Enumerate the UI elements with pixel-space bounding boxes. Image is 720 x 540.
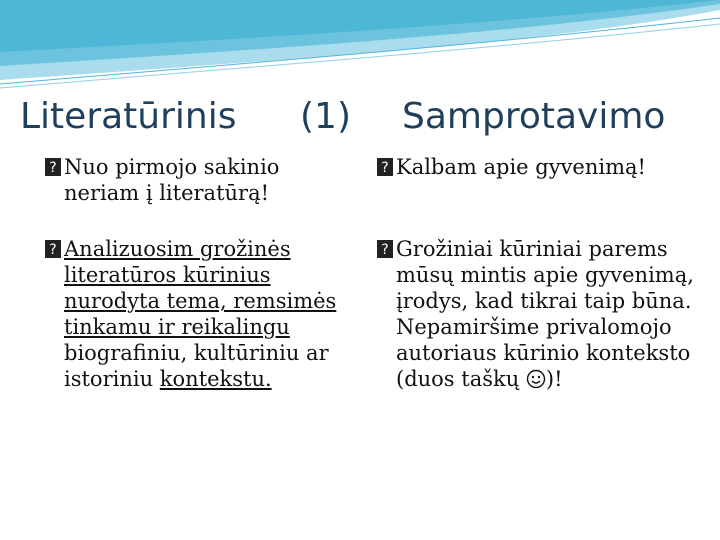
svg-text:?: ? <box>381 160 389 176</box>
svg-text:?: ? <box>381 242 389 258</box>
svg-text:?: ? <box>49 160 57 176</box>
left-item-2-underlined-end: kontekstu. <box>159 367 272 391</box>
right-item-1-text: Kalbam apie gyvenimą! <box>396 155 646 179</box>
heading-number: (1) <box>300 96 351 137</box>
missing-glyph-bullet-icon <box>376 156 394 178</box>
left-item-2-plain: biografiniu, kultūriniu ar istoriniu <box>64 341 329 391</box>
left-item-1-text: Nuo pirmojo sakinio neriam į literatūrą! <box>64 155 280 205</box>
smiley-face-icon <box>526 369 546 389</box>
right-column <box>376 154 706 392</box>
missing-glyph-bullet-icon <box>376 238 394 260</box>
missing-glyph-bullet-icon <box>44 238 62 260</box>
right-item-2 <box>376 236 706 392</box>
svg-text:?: ? <box>49 242 57 258</box>
heading-samprotavimo: Samprotavimo <box>402 96 666 137</box>
missing-glyph-bullet-icon <box>44 156 62 178</box>
decorative-wave-banner <box>0 0 720 90</box>
left-item-2-underlined: Analizuosim grožinės literatūros kūrinius nurodyta tema, remsimės tinkamu ir reikalingu <box>64 237 337 339</box>
right-item-2-end: )! <box>545 367 563 391</box>
left-item-2 <box>44 236 344 392</box>
left-column <box>44 154 344 392</box>
right-item-2-text: Grožiniai kūriniai parems mūsų mintis apie gyvenimą, įrodys, kad tikrai taip būna. Nepamiršime privalomojo autoriaus kūrinio konteksto (duos taškų <box>396 237 694 391</box>
left-item-1 <box>44 154 344 206</box>
right-item-1 <box>376 154 706 180</box>
heading-literaturinis: Literatūrinis <box>20 96 237 137</box>
